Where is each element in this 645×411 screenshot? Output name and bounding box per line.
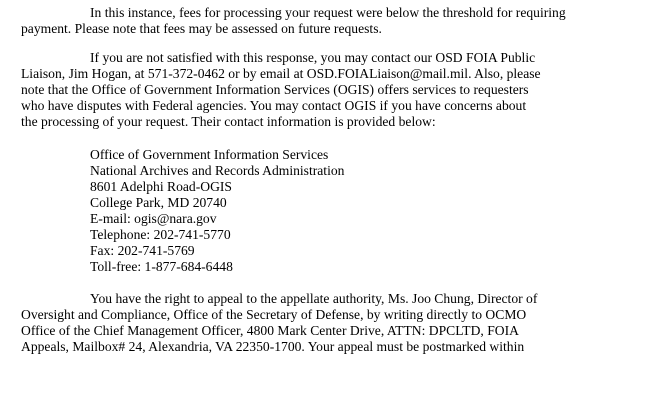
text-line: who have disputes with Federal agencies. You may contact OGIS if you have concerns about (21, 98, 527, 113)
text-line: Appeals, Mailbox# 24, Alexandria, VA 22350-1700. Your appeal must be postmarked within (21, 339, 525, 354)
text-line: Office of the Chief Management Officer, 4800 Mark Center Drive, ATTN: DPCLTD, FOIA (21, 323, 519, 338)
address-line: 8601 Adelphi Road-OGIS (90, 179, 232, 194)
text-line: the processing of your request. Their contact information is provided below: (21, 114, 436, 129)
text-line: In this instance, fees for processing your request were below the threshold for requiring (90, 5, 566, 20)
address-line: National Archives and Records Administration (90, 163, 345, 178)
text-line: If you are not satisfied with this response, you may contact our OSD FOIA Public (90, 50, 536, 65)
email-line: E-mail: ogis@nara.gov (90, 211, 217, 226)
address-line: Office of Government Information Services (90, 147, 329, 162)
text-line: Liaison, Jim Hogan, at 571-372-0462 or by email at OSD.FOIALiaison@mail.mil. Also, please (21, 66, 541, 81)
text-line: You have the right to appeal to the appellate authority, Ms. Joo Chung, Director of (90, 291, 538, 306)
text-line: note that the Office of Government Information Services (OGIS) offers services to requesters (21, 82, 529, 97)
toll-free-line: Toll-free: 1-877-684-6448 (90, 259, 233, 274)
text-line: Oversight and Compliance, Office of the Secretary of Defense, by writing directly to OCMO (21, 307, 527, 322)
text-line: payment. Please note that fees may be assessed on future requests. (21, 21, 382, 36)
fax-line: Fax: 202-741-5769 (90, 243, 195, 258)
address-line: College Park, MD 20740 (90, 195, 227, 210)
telephone-line: Telephone: 202-741-5770 (90, 227, 231, 242)
